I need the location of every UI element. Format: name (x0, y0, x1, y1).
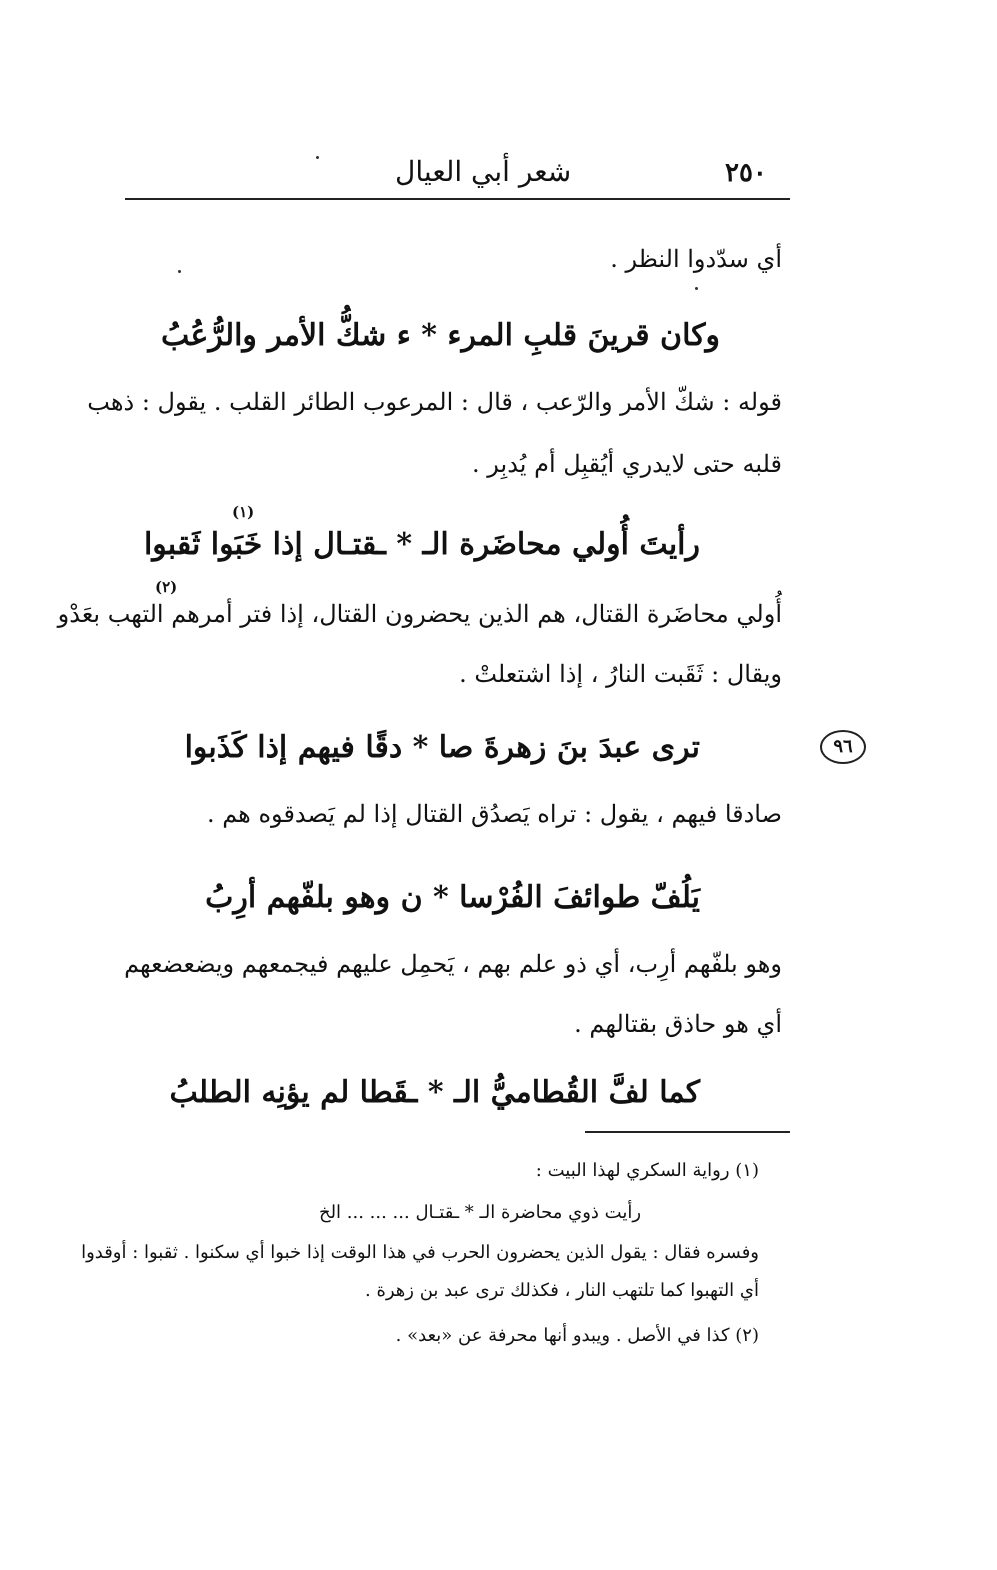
prose-line: صادقا فيهم ، يقول : تراه يَصدُق القتال إذا لم يَصدقوه هم . (206, 800, 782, 828)
verse-line: كما لفَّ القُطاميُّ الـ * ـقَطا لم يؤنِه الطلبُ (169, 1075, 700, 1110)
verse-line: يَلُفّ طوائفَ الفُرْسا * ن وهو بلفّهم أرِبُ (205, 880, 700, 915)
page-number: ٢٥٠ (725, 158, 767, 188)
prose-line: وهو بلفّهم أرِب، أي ذو علم بهم ، يَحمِل عليهم فيجمعهم ويضعضعهم (124, 950, 782, 978)
footnote-line: (٢) كذا في الأصل . ويبدو أنها محرفة عن «بعد» . (395, 1325, 759, 1346)
footnote-marker: (١) (232, 503, 255, 521)
margin-number: ٩٦ (820, 730, 866, 764)
footnote-line: أي التهبوا كما تلتهب النار ، فكذلك ترى عبد بن زهرة . (365, 1280, 759, 1301)
footnote-line: (١) رواية السكري لهذا البيت : (535, 1160, 759, 1181)
prose-line: قوله : شكّ الأمر والرّعب ، قال : المرعوب الطائر القلب . يقول : ذهب (87, 388, 782, 416)
scan-speck (178, 270, 181, 273)
prose-line: أي سدّدوا النظر . (610, 245, 782, 273)
verse-line: وكان قرينَ قلبِ المرء * ء شكُّ الأمر والرُّعُبُ (161, 318, 720, 353)
footnote-line: وفسره فقال : يقول الذين يحضرون الحرب في هذا الوقت إذا خبوا أي سكنوا . ثقبوا : أوقدوا (81, 1242, 759, 1263)
prose-line: أي هو حاذق بقتالهم . (574, 1010, 782, 1038)
running-title: شعر أبي العيال (395, 155, 572, 188)
footnote-line: رأيت ذوي محاضرة الـ * ـقتـال ... ... ... الخ (318, 1202, 642, 1223)
prose-line: أُولي محاضَرة القتال، هم الذين يحضرون القتال، إذا فتر أمرهم التهب بعَدْو (57, 600, 782, 628)
scan-speck (316, 156, 319, 159)
prose-line: قلبه حتى لايدري أيُقبِل أم يُدبِر . (472, 450, 782, 478)
prose-line: ويقال : ثَقَبت النارُ ، إذا اشتعلتْ . (459, 660, 782, 688)
footnote-rule (585, 1131, 790, 1133)
footnote-marker: (٢) (155, 578, 178, 596)
verse-line: ترى عبدَ بنَ زهرةَ صا * دقًا فيهم إذا كَذَبوا (184, 730, 700, 765)
header-rule (125, 198, 790, 200)
verse-line: رأيتَ أُولي محاضَرة الـ * ـقتـال إذا خَبَوا ثَقبوا (143, 527, 700, 562)
scan-speck (695, 287, 698, 290)
